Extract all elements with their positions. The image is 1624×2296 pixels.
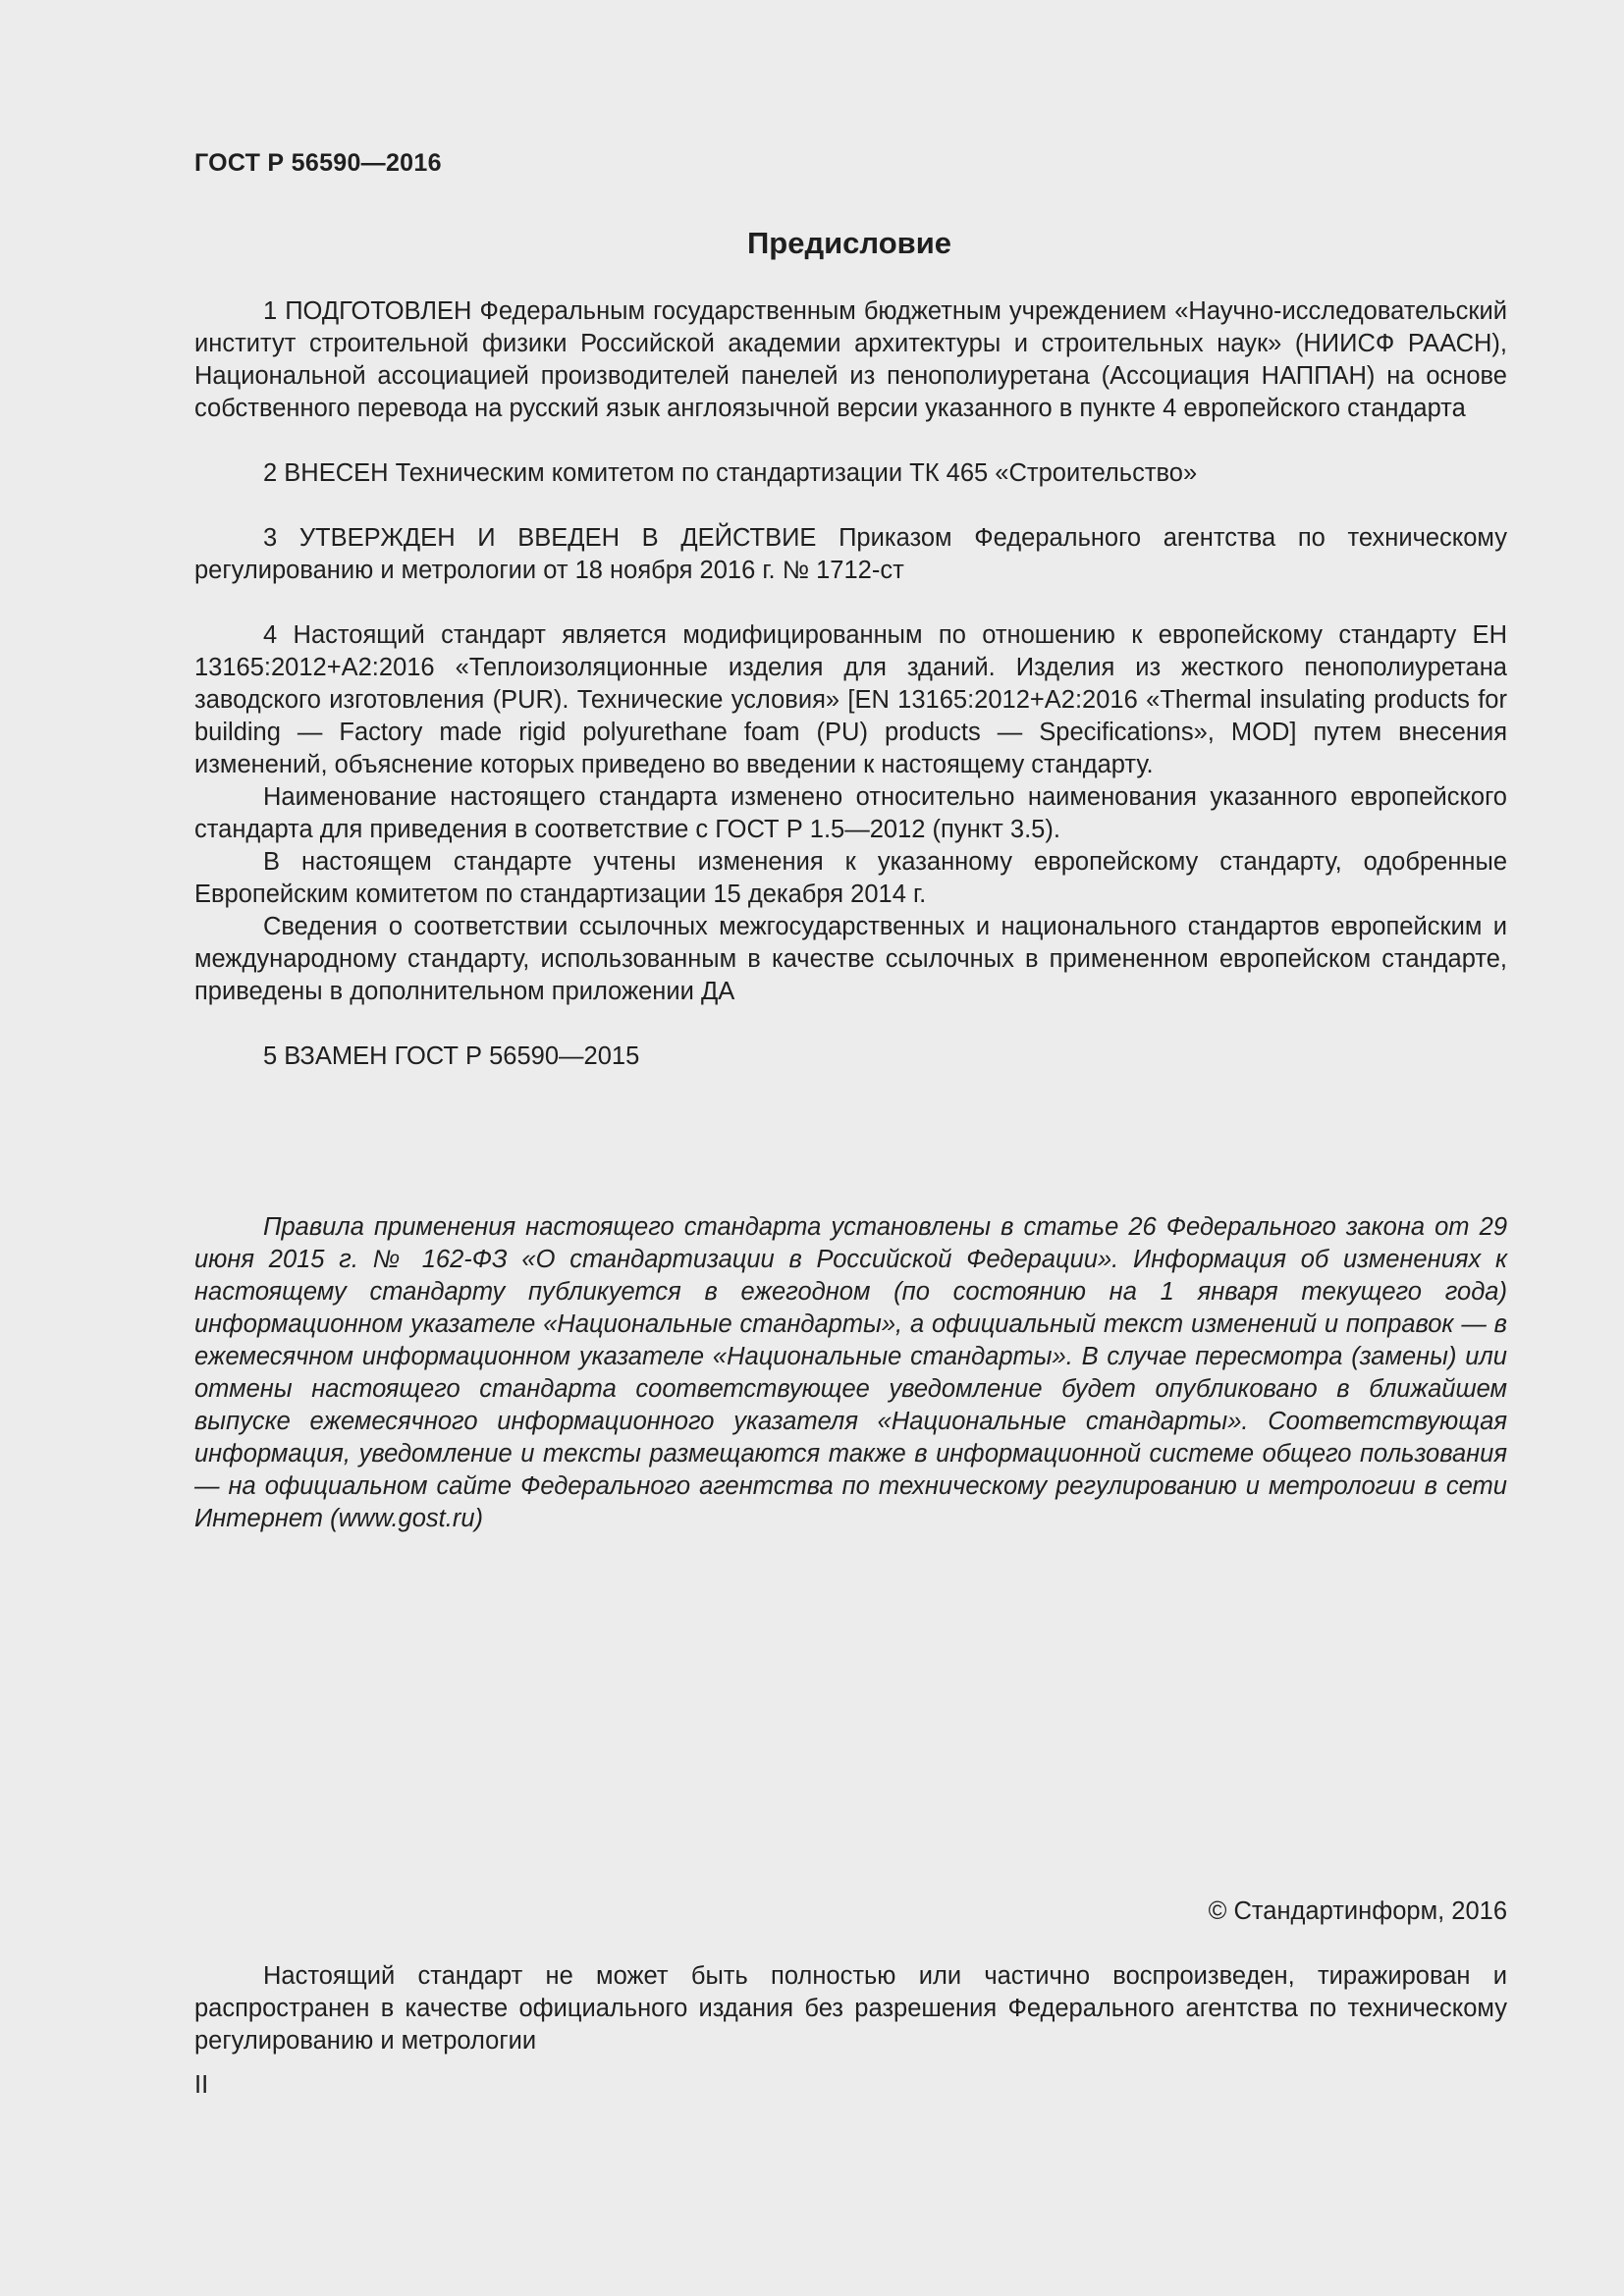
preface-section [194, 295, 1507, 1073]
preface-item-4-references: Сведения о соответствии ссылочных межгосударственных и национального стандартов европейским и международному стандарту, использованным в качестве ссылочных в примененном европейском стандарте, приведены в дополнительном приложении ДА [194, 913, 1507, 1005]
reproduction-notice: Настоящий стандарт не может быть полностью или частично воспроизведен, тиражирован и распространен в качестве официального издания без разрешения Федерального агентства по техническому регулированию и метрологии [194, 1962, 1507, 2055]
preface-item-1: 1 ПОДГОТОВЛЕН Федеральным государственным бюджетным учреждением «Научно-исследовательский институт строительной физики Российской академии архитектуры и строительных наук» (НИИСФ РААСН), Национальной ассоциацией производителей панелей из пенополиуретана (Ассоциация НАППАН) на основе собственного перевода на русский язык англоязычной версии указанного в пункте 4 европейского стандарта [194, 297, 1507, 422]
rules-note-section [194, 1211, 1507, 1535]
preface-item-5: 5 ВЗАМЕН ГОСТ Р 56590—2015 [263, 1042, 640, 1070]
preface-item-4: 4 Настоящий стандарт является модифицированным по отношению к европейскому стандарту ЕН 13165:2012+А2:2016 «Теплоизоляционные изделия для зданий. Изделия из жесткого пенополиуретана заводского изготовления (PUR). Технические условия» [EN 13165:2012+A2:2016 «Thermal insulating products for building — Factory made rigid polyurethane foam (PU) products — Specifications», MOD] путем внесения изменений, объяснение которых приведено во введении к настоящему стандарту. [194, 621, 1507, 778]
document-code: ГОСТ Р 56590—2016 [194, 149, 442, 177]
preface-item-4-amendments: В настоящем стандарте учтены изменения к указанному европейскому стандарту, одобренные Европейским комитетом по стандартизации 15 декабря 2014 г. [194, 848, 1507, 908]
rules-note: Правила применения настоящего стандарта установлены в статье 26 Федерального закона от 29 июня 2015 г. № 162-ФЗ «О стандартизации в Российской Федерации». Информация об изменениях к настоящему стандарту публикуется в ежегодном (по состоянию на 1 января текущего года) информационном указателе «Национальные стандарты», а официальный текст изменений и поправок — в ежемесячном информационном указателе «Национальные стандарты». В случае пересмотра (замены) или отмены настоящего стандарта соответствующее уведомление будет опубликовано в ближайшем выпуске ежемесячного информационного указателя «Национальные стандарты». Соответствующая информация, уведомление и тексты размещаются также в информационной системе общего пользования — на официальном сайте Федерального агентства по техническому регулированию и метрологии в сети Интернет (www.gost.ru) [194, 1213, 1507, 1532]
page-title: Предисловие [746, 226, 951, 260]
page-number: II [194, 2071, 209, 2099]
preface-item-4-title-note: Наименование настоящего стандарта изменено относительно наименования указанного европейского стандарта для приведения в соответствие с ГОСТ Р 1.5—2012 (пункт 3.5). [194, 783, 1507, 843]
preface-item-3: 3 УТВЕРЖДЕН И ВВЕДЕН В ДЕЙСТВИЕ Приказом Федерального агентства по техническому регулированию и метрологии от 18 ноября 2016 г. № 1712-ст [194, 524, 1507, 584]
copyright: © Стандартинформ, 2016 [1208, 1897, 1507, 1925]
preface-item-2: 2 ВНЕСЕН Техническим комитетом по стандартизации ТК 465 «Строительство» [263, 459, 1198, 487]
